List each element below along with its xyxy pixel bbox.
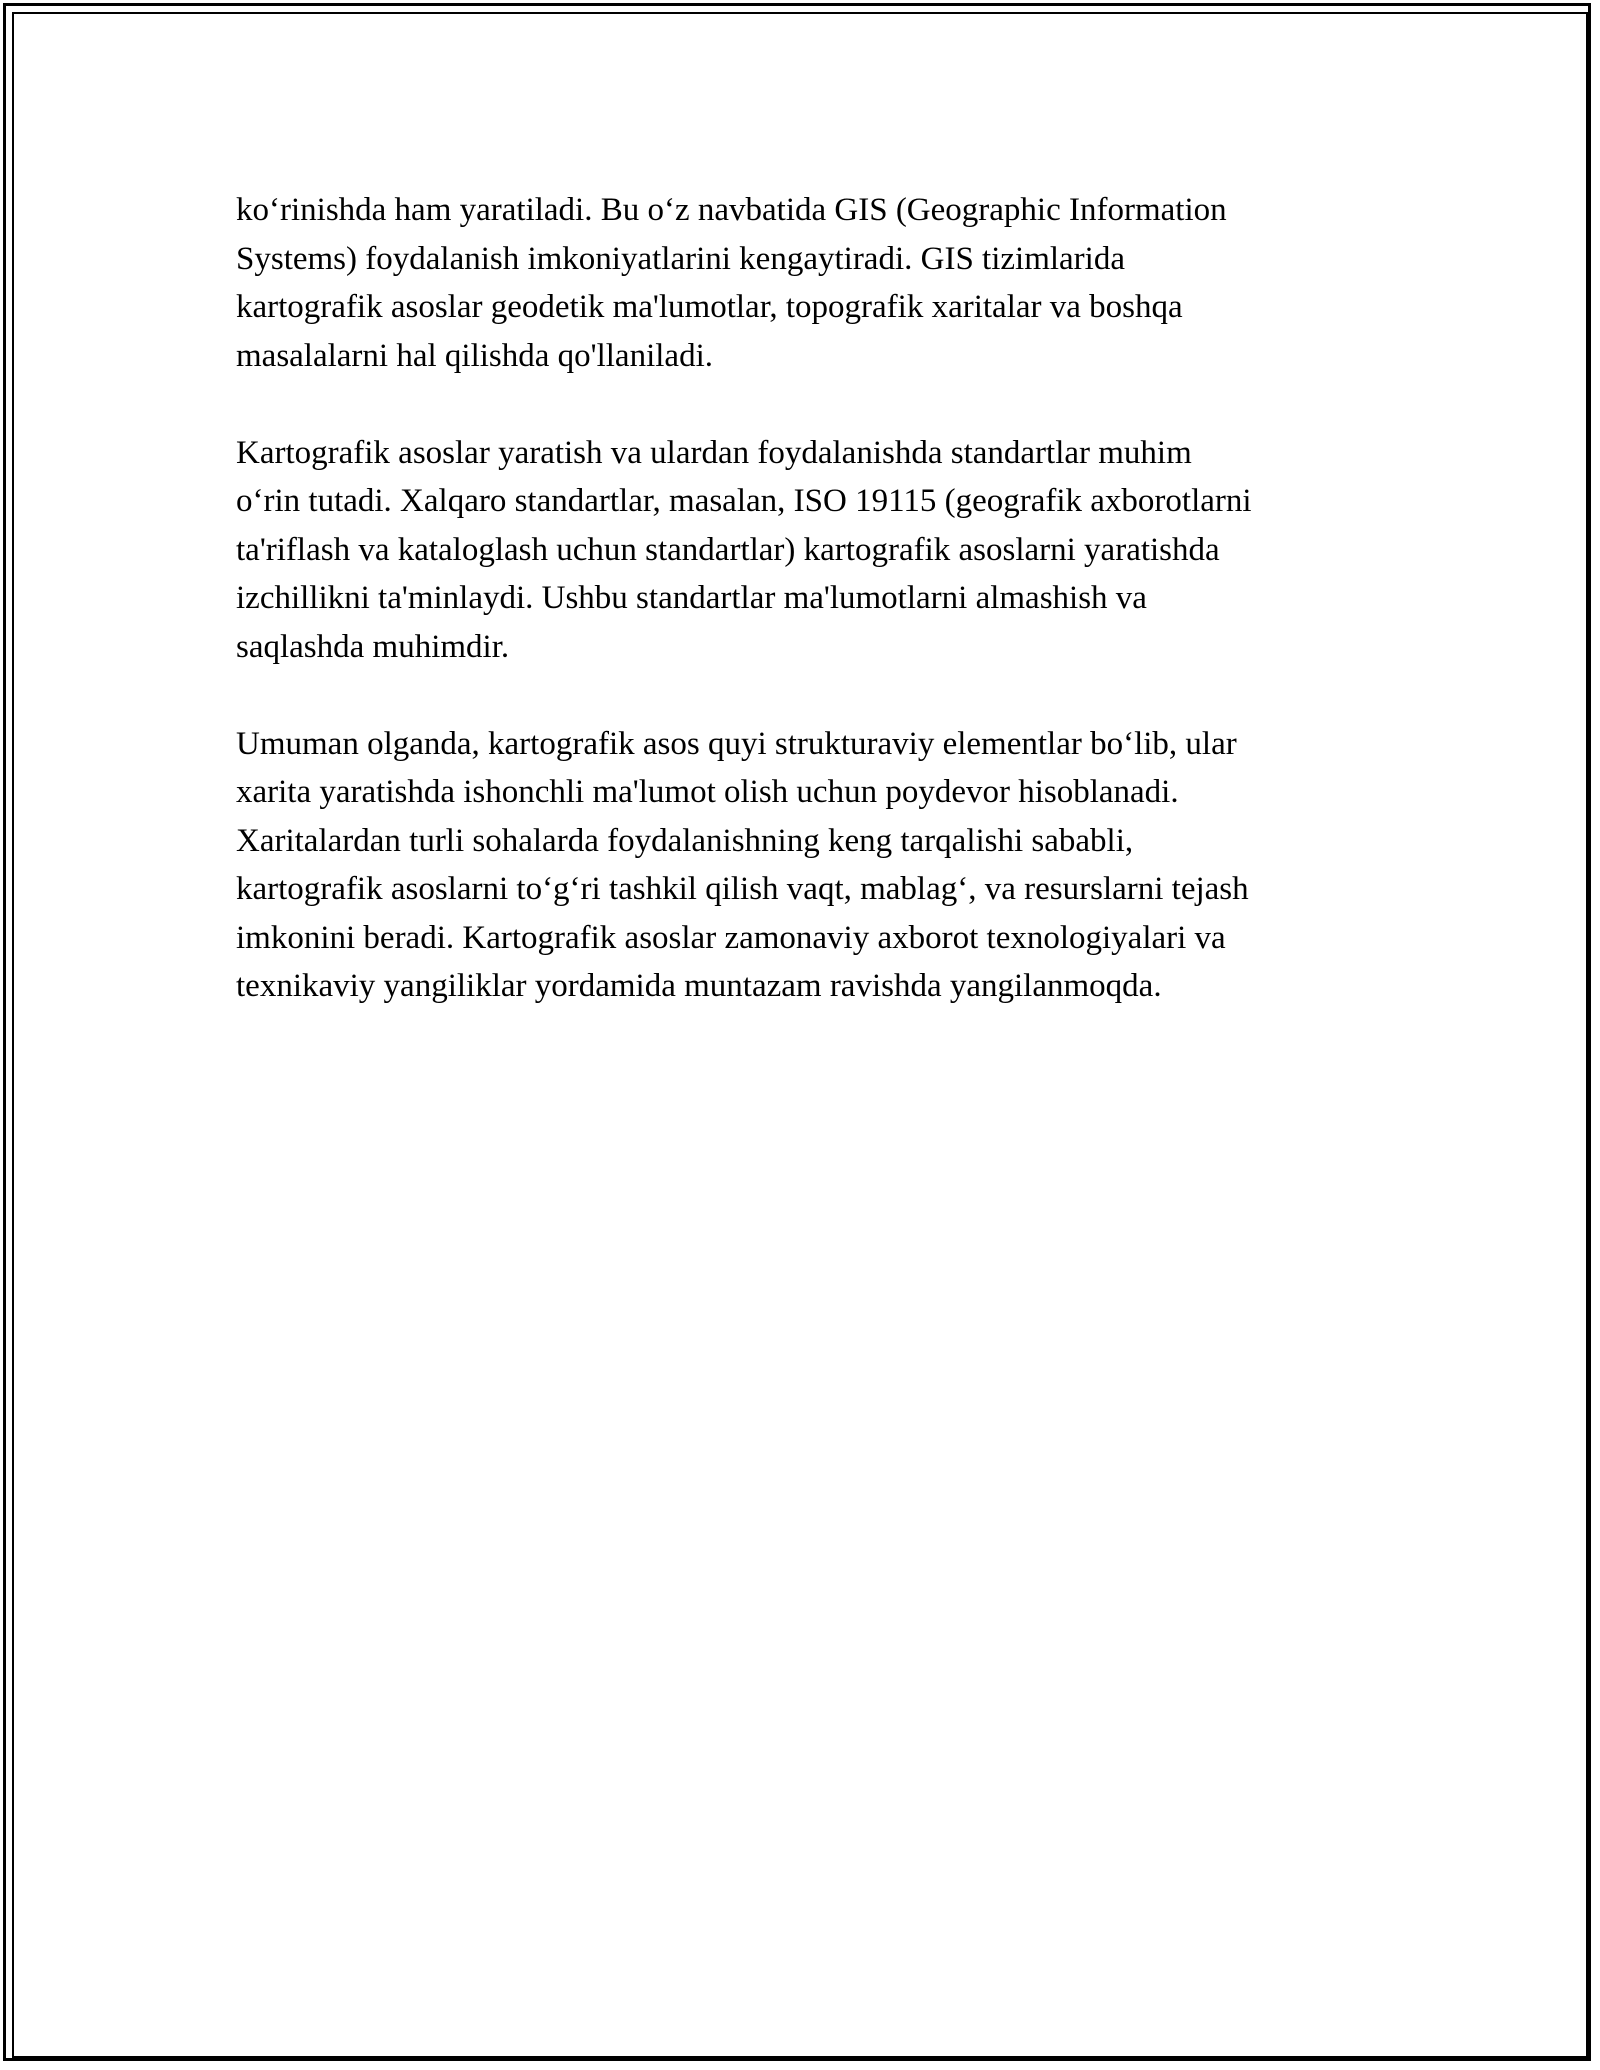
text-line: imkonini beradi. Kartografik asoslar zamonaviy axborot texnologiyalari va	[236, 919, 1226, 956]
text-line: Kartografik asoslar yaratish va ulardan foydalanishda standartlar muhim	[236, 434, 1192, 471]
text-line: saqlashda muhimdir.	[236, 628, 510, 665]
document-body	[236, 186, 1396, 1059]
paragraph-1	[236, 186, 1396, 380]
text-line: kartografik asoslarni toʻgʻri tashkil qilish vaqt, mablagʻ, va resurslarni tejash	[236, 871, 1249, 907]
text-line: izchillikni ta'minlaydi. Ushbu standartlar ma'lumotlarni almashish va	[236, 580, 1147, 616]
paragraph-2	[236, 429, 1396, 672]
text-line: kartografik asoslar geodetik ma'lumotlar, topografik xaritalar va boshqa	[236, 289, 1183, 325]
text-line: xarita yaratishda ishonchli ma'lumot olish uchun poydevor hisoblanadi.	[236, 774, 1179, 810]
text-line: masalalarni hal qilishda qo'llaniladi.	[236, 337, 713, 374]
text-line: oʻrin tutadi. Xalqaro standartlar, masalan, ISO 19115 (geografik axborotlarni	[236, 483, 1252, 519]
text-line: Umuman olganda, kartografik asos quyi strukturaviy elementlar boʻlib, ular	[236, 725, 1237, 762]
text-line: Systems) foydalanish imkoniyatlarini kengaytiradi. GIS tizimlarida	[236, 240, 1125, 277]
text-line: koʻrinishda ham yaratiladi. Bu oʻz navbatida GIS (Geographic Information	[236, 192, 1227, 228]
text-line: ta'riflash va kataloglash uchun standartlar) kartografik asoslarni yaratishda	[236, 531, 1220, 568]
text-line: texnikaviy yangiliklar yordamida muntazam ravishda yangilanmoqda.	[236, 968, 1162, 1004]
paragraph-3	[236, 720, 1396, 1011]
text-line: Xaritalardan turli sohalarda foydalanishning keng tarqalishi sababli,	[236, 822, 1134, 859]
